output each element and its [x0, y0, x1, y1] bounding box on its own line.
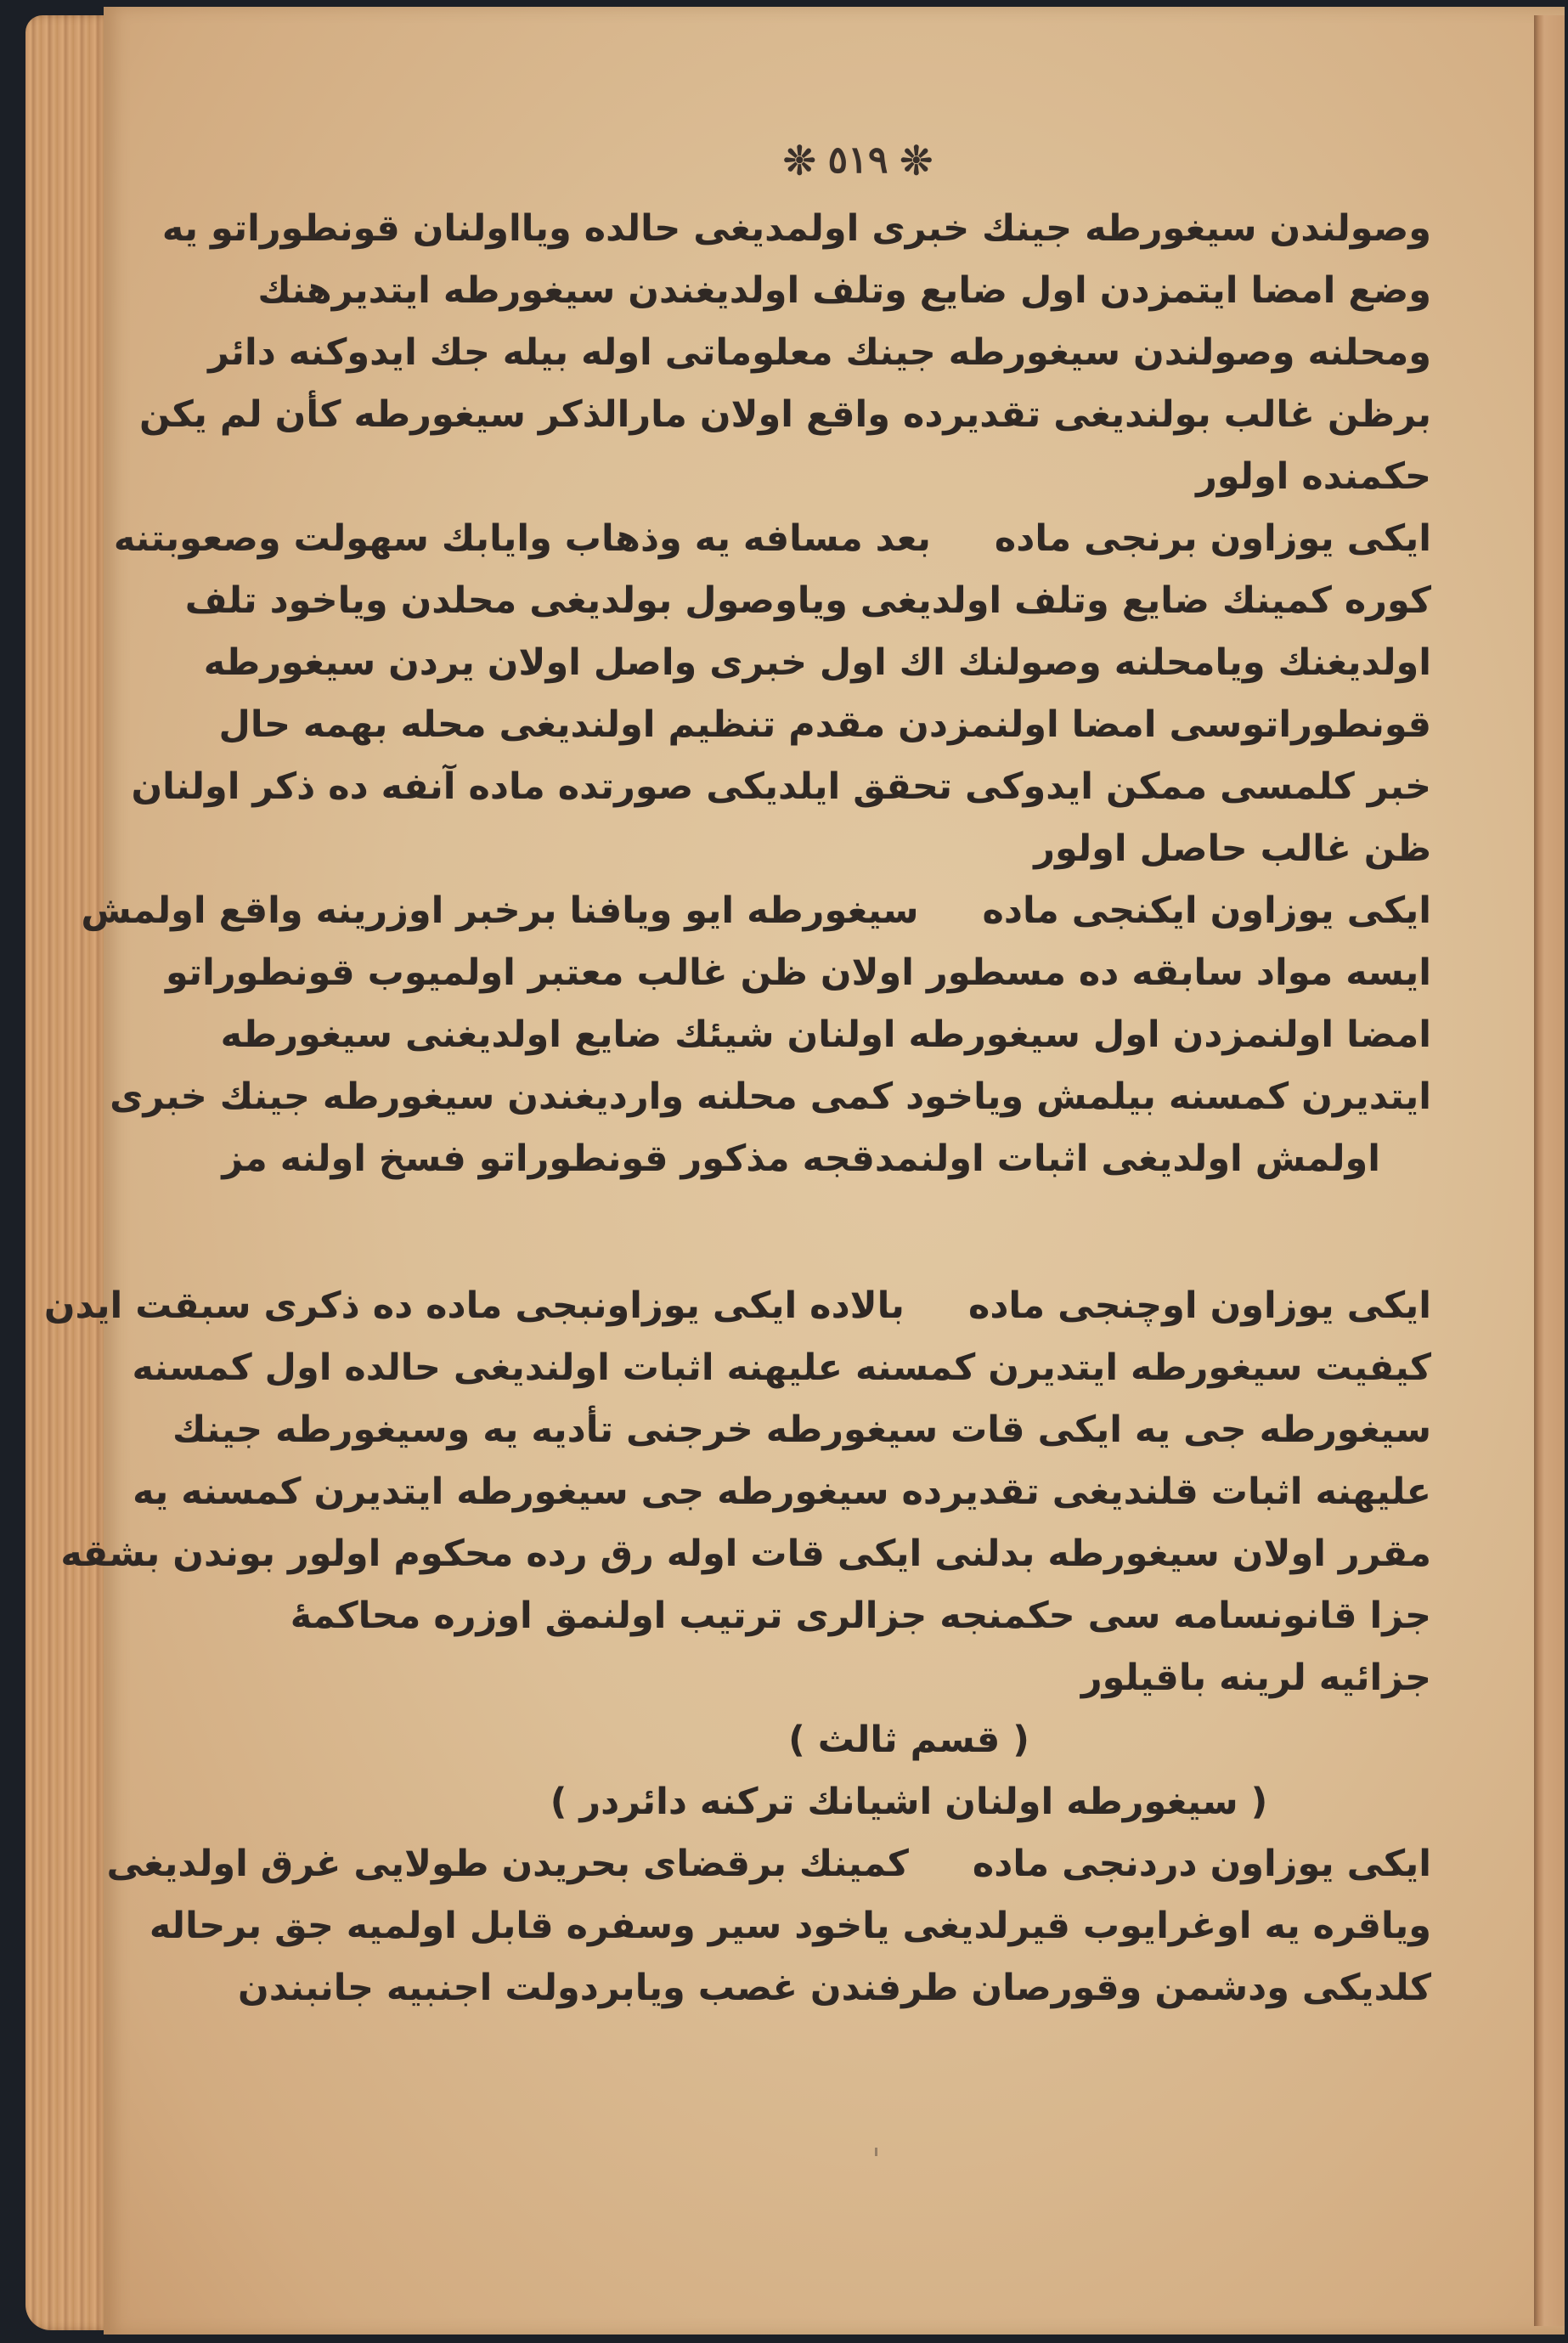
- article-first-line: [81, 880, 1431, 942]
- text-line: مقرر اولان سیغورطه بدلنی ایكی قات اوله رق رده محكوم اولور بوندن بشقه: [60, 1533, 1431, 1575]
- text-line: اولدیغنك ویامحلنه وصولنك اك اول خبری واصل اولان یردن سیغورطه: [203, 641, 1431, 684]
- floral-ornament-icon: ❊: [900, 137, 933, 183]
- text-line: كلدیكی ودشمن وقورصان طرفندن غصب ویابردولت اجنبیه جانبندن: [238, 1967, 1431, 2009]
- article-first-line: [43, 1275, 1431, 1337]
- text-line: وصولندن سیغورطه جینك خبری اولمدیغی حالده ویااولنان قونطوراتو یه: [161, 207, 1431, 250]
- page-number-header: [783, 138, 933, 182]
- text-line: قونطوراتوسی امضا اولنمزدن مقدم تنظیم اولندیغی محله بهمه حال: [218, 703, 1431, 746]
- floral-ornament-icon: ❊: [783, 137, 816, 183]
- text-span: بالاده ایکی یوزاونبجی ماده ده ذكری سبقت ایدن: [43, 1284, 905, 1327]
- text-span: سیغورطه ایو ویافنا برخبر اوزرینه واقع اولمش: [81, 889, 919, 932]
- text-line: جزا قانونسامه سی حكمنجه جزالری ترتیب اولنمق اوزره محاكمهٔ: [290, 1595, 1431, 1637]
- text-line: ایتدیرن كمسنه بیلمش ویاخود كمی محلنه واردیغندن سیغورطه جینك خبری: [110, 1076, 1431, 1118]
- text-line: ظن غالب حاصل اولور: [1034, 827, 1431, 870]
- text-line: امضا اولنمزدن اول سیغورطه اولنان شیئك ضایع اولدیغنی سیغورطه: [220, 1013, 1431, 1056]
- text-line: كوره كمینك ضایع وتلف اولدیغی ویاوصول بولدیغی محلدن ویاخود تلف: [184, 579, 1431, 622]
- paper-speck: [875, 2148, 877, 2156]
- text-line: جزائیه لرینه باقیلور: [1080, 1657, 1431, 1699]
- text-span: كمینك برقضای بحریدن طولایی غرق اولدیغی: [106, 1843, 909, 1885]
- page-body-text: [43, 198, 1431, 2019]
- book-scan: [25, 7, 1568, 2335]
- article-heading: ایکی یوزاون برنجی ماده: [994, 517, 1431, 560]
- section-title: ( قسم ثالث ): [788, 1719, 1029, 1761]
- page-number: ٥١٩: [827, 138, 888, 182]
- section-subtitle: ( سیغورطه اولنان اشیانك تركنه دائردر ): [550, 1781, 1268, 1823]
- text-line: حكمنده اولور: [1196, 455, 1431, 498]
- text-line: ایسه مواد سابقه ده مسطور اولان ظن غالب معتبر اولمیوب قونطوراتو: [165, 951, 1431, 994]
- page-stack-edge: [25, 15, 110, 2330]
- text-line: ویاقره یه اوغرایوب قیرلدیغی یاخود سیر وسفره قابل اولمیه جق برحاله: [149, 1905, 1431, 1947]
- article-first-line: [106, 1833, 1431, 1895]
- text-line: علیهنه اثبات قلندیغی تقدیرده سیغورطه جی سیغورطه ایتدیرن كمسنه یه: [133, 1471, 1431, 1513]
- article-heading: ایکی یوزاون ایکنجی ماده: [982, 889, 1431, 932]
- article-heading: ایکی یوزاون اوچنجی ماده: [967, 1284, 1431, 1327]
- text-span: بعد مسافه یه وذهاب وایابك سهولت وصعوبتنه: [113, 517, 931, 560]
- paragraph-gap: [386, 1190, 1431, 1275]
- text-line: وضع امضا ایتمزدن اول ضایع وتلف اولدیغندن سیغورطه ایتدیرهنك: [257, 269, 1431, 312]
- text-line: ومحلنه وصولندن سیغورطه جینك معلوماتی اوله بیله جك ایدوكنه دائر: [208, 331, 1431, 374]
- text-line: خبر كلمسی ممكن ایدوكی تحقق ایلدیكی صورتده ماده آنفه ده ذكر اولنان: [131, 765, 1431, 808]
- text-line: اولمش اولدیغی اثبات اولنمدقجه مذكور قونطوراتو فسخ اولنه مز: [222, 1138, 1380, 1180]
- article-first-line: [113, 508, 1431, 570]
- page-gutter-edge: [1534, 15, 1565, 2326]
- text-line: برظن غالب بولندیغی تقدیرده واقع اولان مارالذكر سیغورطه كأن لم یكن: [139, 393, 1431, 436]
- article-heading: ایکی یوزاون دردنجی ماده: [972, 1843, 1431, 1885]
- text-line: سیغورطه جی یه ایكی قات سیغورطه خرجنی تأدیه یه وسیغورطه جینك: [172, 1409, 1431, 1451]
- text-line: كیفیت سیغورطه ایتدیرن كمسنه علیهنه اثبات اولندیغی حالده اول كمسنه: [132, 1347, 1431, 1389]
